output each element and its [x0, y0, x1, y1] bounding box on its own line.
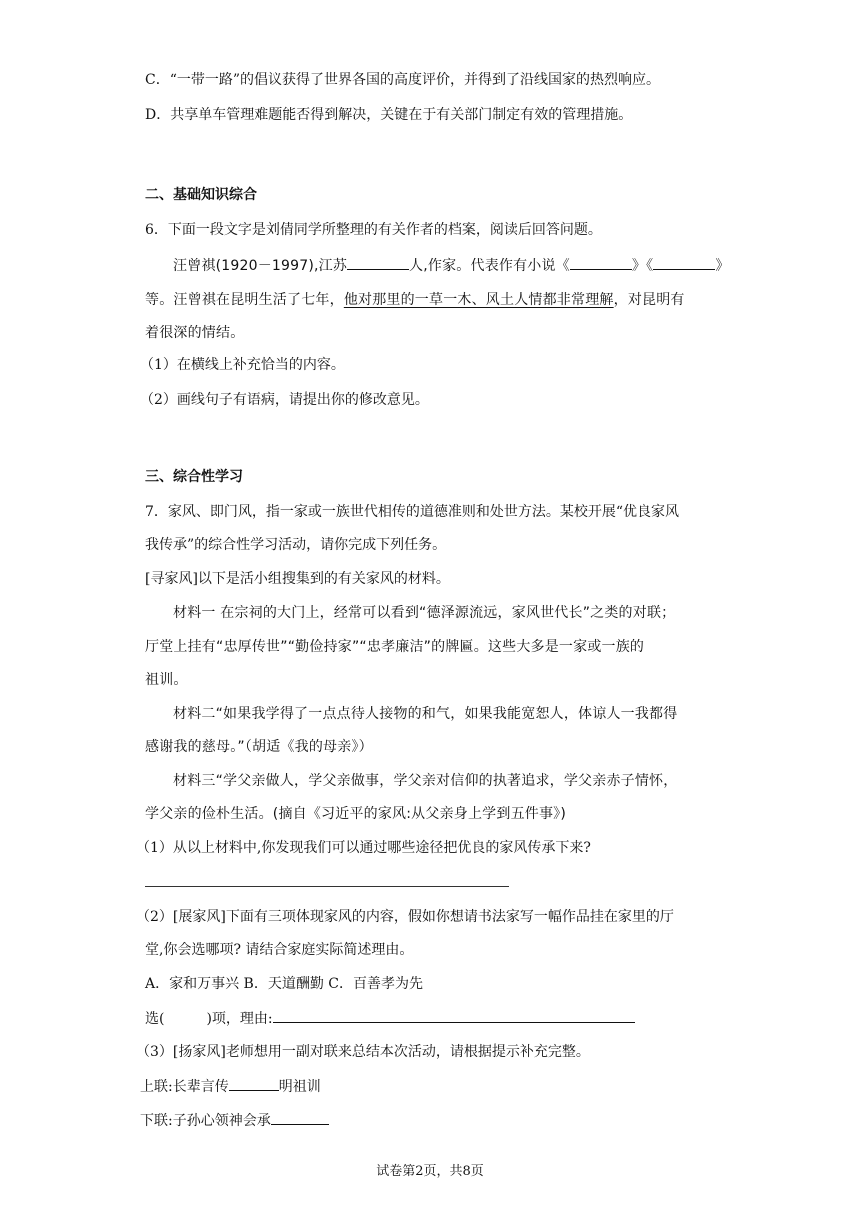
q6-para-line2-b: ，对昆明有	[613, 292, 685, 308]
q5-option-d: D．共享单车管理难题能否得到解决，关键在于有关部门制定有效的管理措施。	[145, 107, 633, 123]
work-blank-1[interactable]	[570, 255, 632, 270]
couplet-lower-a: 下联:子孙心领神会承	[140, 1113, 271, 1129]
reason-blank[interactable]	[273, 1008, 635, 1023]
answer-line-1[interactable]	[145, 886, 509, 887]
underlined-sentence: 他对那里的一草一木、风土人情都非常理解	[343, 292, 614, 308]
find-family-style-intro: [寻家风]以下是活小组搜集到的有关家风的材料。	[145, 571, 450, 587]
section-2-title: 二、基础知识综合	[145, 187, 257, 203]
q6-paragraph-line-1	[173, 255, 730, 276]
couplet-upper-b: 明祖训	[278, 1079, 321, 1095]
q6-sub-1: （1）在横线上补充恰当的内容。	[140, 357, 345, 373]
couplet-lower	[140, 1110, 329, 1131]
q6-para-text-4: 》	[715, 258, 730, 274]
q5-option-c: C．“一带一路”的倡议获得了世界各国的高度评价，并得到了沿线国家的热烈响应。	[145, 72, 661, 88]
section-3-title: 三、综合性学习	[145, 469, 243, 485]
q7-sub-2-line-2: 堂,你会选哪项? 请结合家庭实际简述理由。	[145, 942, 414, 958]
q7-sub-2-line-1: （2）[展家风]下面有三项体现家风的内容，假如你想请书法家写一幅作品挂在家里的厅	[136, 909, 674, 925]
work-blank-2[interactable]	[653, 255, 715, 270]
q7-sub-3: （3）[扬家风]老师想用一副对联来总结本次活动，请根据提示补充完整。	[136, 1044, 590, 1060]
q6-para-text-3: 》《	[631, 258, 654, 274]
q7-sub-1: （1）从以上材料中,你发现我们可以通过哪些途径把优良的家风传承下来?	[136, 840, 591, 856]
q6-sub-2: （2）画线句子有语病，请提出你的修改意见。	[140, 392, 429, 408]
q6-para-text-2: 人,作家。代表作有小说《	[409, 258, 570, 274]
question-6-stem: 6．下面一段文字是刘倩同学所整理的有关作者的档案，阅读后回答问题。	[145, 222, 602, 238]
q6-paragraph-line-3: 着很深的情结。	[145, 325, 245, 341]
question-7-line-2: 我传承”的综合性学习活动，请你完成下列任务。	[145, 537, 447, 553]
material-1-line-3: 祖训。	[145, 672, 188, 688]
choose-text-b: )项，理由:	[206, 1011, 273, 1027]
material-3-line-2: 学父亲的俭朴生活。(摘自《习近平的家风:从父亲身上学到五件事》)	[145, 806, 567, 822]
hometown-blank[interactable]	[347, 255, 409, 270]
q6-para-text-1: 汪曾祺(1920－1997),江苏	[173, 258, 348, 274]
material-2-line-2: 感谢我的慈母。”（胡适《我的母亲》）	[145, 739, 373, 755]
page-footer: 试卷第2页，共8页	[376, 1164, 484, 1179]
q6-paragraph-line-2	[145, 290, 685, 310]
material-1-line-2: 厅堂上挂有“忠厚传世”“勤俭持家”“忠孝廉洁”的牌匾。这些大多是一家或一族的	[145, 639, 645, 655]
couplet-lower-blank[interactable]	[271, 1110, 329, 1125]
q6-para-line2-a: 等。汪曾祺在昆明生活了七年，	[145, 292, 344, 308]
choose-text-a: 选(	[145, 1011, 165, 1027]
material-1-line-1: 材料一 在宗祠的大门上，经常可以看到“德泽源流远，家风世代长”之类的对联；	[173, 605, 676, 621]
choose-option-line	[145, 1008, 635, 1029]
couplet-upper-a: 上联:长辈言传	[140, 1079, 229, 1095]
material-3-line-1: 材料三“学父亲做人，学父亲做事，学父亲对信仰的执著追求，学父亲赤子情怀，	[173, 773, 678, 789]
q7-options: A．家和万事兴 B．天道酬勤 C．百善孝为先	[145, 976, 424, 992]
material-2-line-1: 材料二“如果我学得了一点点待人接物的和气，如果我能宽恕人，体谅人一我都得	[173, 706, 678, 722]
couplet-upper-blank[interactable]	[229, 1076, 279, 1091]
question-7-line-1: 7．家风、即门风，指一家或一族世代相传的道德准则和处世方法。某校开展“优良家风	[145, 504, 680, 520]
couplet-upper	[140, 1076, 321, 1097]
